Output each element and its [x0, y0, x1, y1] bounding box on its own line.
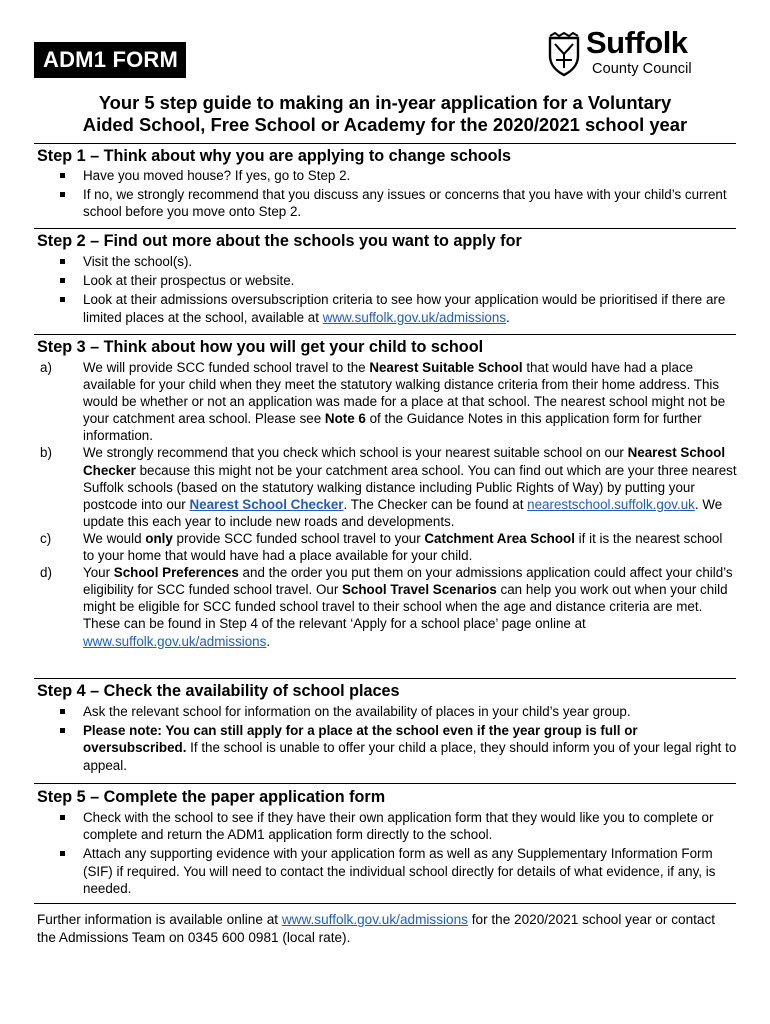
logo-wordmark: Suffolk — [586, 25, 688, 60]
list-item: Ask the relevant school for information on the availability of places in your child’s year group. — [37, 703, 737, 720]
step-3-heading: Step 3 – Think about how you will get your child to school — [37, 338, 484, 356]
step-4-list — [37, 703, 737, 774]
page-title — [20, 92, 750, 136]
divider — [34, 143, 736, 144]
list-item: Attach any supporting evidence with your application form as well as any Supplementary Information Form (SIF) if required. You will need to contact the individual school directly for details of what evidence, if any, is needed. — [37, 845, 737, 897]
step-5-heading: Step 5 – Complete the paper application form — [37, 788, 386, 806]
title-line-1: Your 5 step guide to making an in-year application for a Voluntary — [98, 92, 672, 113]
divider — [34, 334, 736, 335]
suffolk-crest-icon — [546, 32, 582, 78]
divider — [34, 228, 736, 229]
divider — [34, 678, 736, 679]
form-badge: ADM1 FORM — [34, 42, 186, 78]
list-item: c) We would only provide SCC funded school travel to your Catchment Area School if it is the nearest school to your home that would have had a place available for your child. — [40, 530, 723, 564]
divider — [34, 783, 736, 784]
list-item: Check with the school to see if they have their own application form that they would like you to complete or complete and return the ADM1 application form directly to the school. — [37, 809, 737, 843]
footer-note: Further information is available online at www.suffolk.gov.uk/admissions for the 2020/2021 school year or contact the Admissions Team on 0345 600 0981 (local rate). — [37, 912, 716, 945]
title-line-2: Aided School, Free School or Academy for the 2020/2021 school year — [82, 114, 688, 135]
list-item: a) We will provide SCC funded school travel to the Nearest Suitable School that would have had a place available for your child when they meet the statutory walking distance criteria from their home address. This would be whether or not an application was made for a place at that school. The nearest school might not be your catchment area school. Please see Note 6 of the Guidance Notes in this application form for further information. — [40, 360, 726, 444]
step-3-list — [37, 359, 737, 650]
step-1-list — [37, 167, 737, 221]
list-item: Look at their prospectus or website. — [37, 272, 737, 289]
admissions-link[interactable]: www.suffolk.gov.uk/admissions — [83, 633, 267, 649]
list-item: b) We strongly recommend that you check which school is your nearest suitable school on our Nearest School Checker because this might not be your catchment area school. You can find out which are your three nearest Suffolk schools (based on the statutory walking distance including Public Rights of Way) by putting your postcode into our Nearest School Checker. The Checker can be found at nearestschool.suffolk.gov.uk. We update this each year to include new roads and developments. — [40, 445, 737, 529]
nearestschool-link[interactable]: nearestschool.suffolk.gov.uk — [527, 496, 695, 512]
admissions-link[interactable]: www.suffolk.gov.uk/admissions — [322, 309, 507, 325]
list-item: Visit the school(s). — [37, 253, 737, 270]
admissions-link[interactable]: www.suffolk.gov.uk/admissions — [281, 912, 468, 927]
step-5-list — [37, 809, 737, 897]
list-item: Look at their admissions oversubscription criteria to see how your application would be prioritised if there are limited places at the school, available at www.suffolk.gov.uk/admissions. — [37, 291, 737, 325]
list-item: Have you moved house? If yes, go to Step 2. — [37, 167, 737, 184]
list-item: d) Your School Preferences and the order you put them on your admissions application could affect your child’s eligibility for SCC funded school travel. Our School Travel Scenarios can help you work out when your child might be eligible for SCC funded school travel to their school when the age and distance criteria are met. These can be found in Step 4 of the relevant ‘Apply for a school place’ page online at www.suffolk.gov.uk/admissions. — [40, 565, 733, 649]
step-2-heading: Step 2 – Find out more about the schools you want to apply for — [37, 232, 522, 250]
list-item: Please note: You can still apply for a place at the school even if the year group is full or oversubscribed. If the school is unable to offer your child a place, they should inform you of your legal right to appeal. — [37, 722, 737, 774]
step-1-heading: Step 1 – Think about why you are applying to change schools — [37, 147, 512, 165]
nearest-school-checker-link[interactable]: Nearest School Checker — [189, 496, 344, 512]
step-4-heading: Step 4 – Check the availability of school places — [37, 682, 400, 700]
logo-subtitle: County Council — [592, 61, 692, 77]
suffolk-logo — [546, 25, 716, 82]
list-item: If no, we strongly recommend that you discuss any issues or concerns that you have with your child’s current school before you move onto Step 2. — [37, 186, 737, 220]
step-2-list — [37, 253, 737, 326]
divider — [34, 903, 736, 904]
